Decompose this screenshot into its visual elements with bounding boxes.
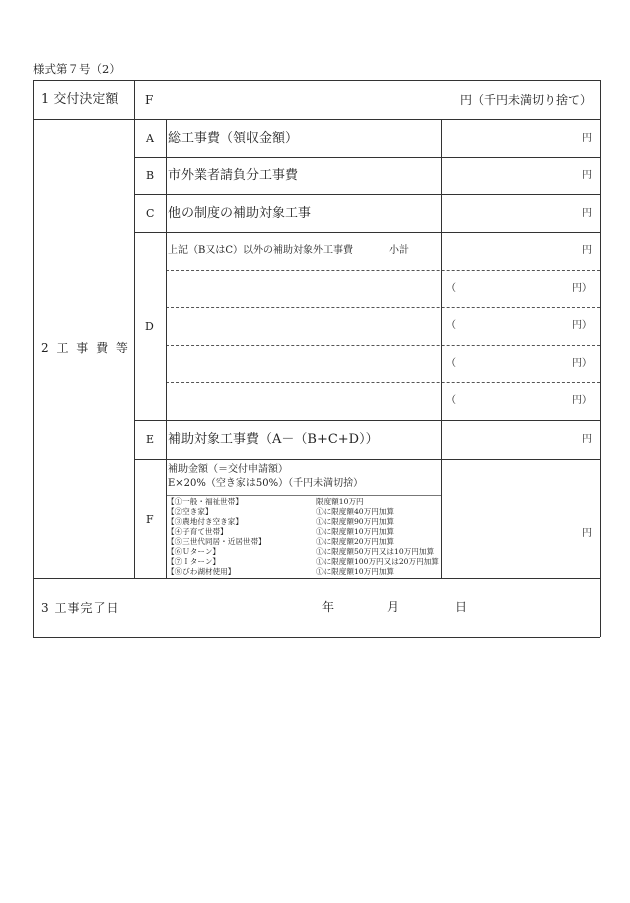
row-amount-f[interactable]: 円 <box>582 528 592 539</box>
category-name: 【⑧びわ湖材使用】 <box>167 567 236 576</box>
category-name: 【③農地付き空き家】 <box>167 517 243 526</box>
table-border-right <box>600 80 601 637</box>
d-item-1-amount[interactable]: 円） <box>572 283 592 294</box>
row-d-subtotal-label: 小計 <box>389 245 409 256</box>
row-amount-b[interactable]: 円 <box>582 170 592 181</box>
row-code-c: C <box>146 207 155 220</box>
category-name: 【⑤三世代同居・近居世帯】 <box>167 537 266 546</box>
row-divider <box>134 232 600 233</box>
row-desc-e: 補助対象工事費（A－（B+C+D）） <box>168 432 379 447</box>
d-sub-divider <box>166 307 600 308</box>
completion-month[interactable]: 月 <box>387 600 400 614</box>
grant-decision-code: F <box>145 93 154 107</box>
category-name: 【①一般・福祉世帯】 <box>167 497 243 506</box>
row-divider <box>134 194 600 195</box>
category-limit: ①に限度額40万円加算 <box>316 507 395 516</box>
row-divider <box>134 157 600 158</box>
row-desc-a: 総工事費（領収金額） <box>168 131 299 146</box>
category-limit: ①に限度額90万円加算 <box>316 517 395 526</box>
grant-decision-label: 1 交付決定額 <box>41 92 119 107</box>
col-divider-amount <box>441 119 442 578</box>
row-desc-d: 上記（B又はC）以外の補助対象外工事費 <box>168 245 353 256</box>
row-code-e: E <box>146 433 155 446</box>
category-name: 【⑦Ｉターン】 <box>167 557 221 566</box>
category-name: 【②空き家】 <box>167 507 213 516</box>
completion-date-label: 3 工事完了日 <box>41 601 120 615</box>
table-border-bottom <box>33 637 600 638</box>
d-item-2-paren-open: （ <box>446 320 456 331</box>
form-number: 様式第７号（2） <box>33 62 121 76</box>
d-sub-divider <box>166 382 600 383</box>
completion-day[interactable]: 日 <box>455 600 468 614</box>
category-limit: 限度額10万円 <box>316 497 364 506</box>
category-limit: ①に限度額10万円加算 <box>316 527 395 536</box>
category-limit: ①に限度額20万円加算 <box>316 537 395 546</box>
grant-decision-amount-note[interactable]: 円（千円未満切り捨て） <box>459 93 592 107</box>
row-desc-f-line2: E×20%（空き家は50%）（千円未満切捨） <box>168 478 364 489</box>
f-category-divider <box>166 495 441 496</box>
row-divider <box>33 119 600 120</box>
d-sub-divider <box>166 270 600 271</box>
row-code-a: A <box>146 132 154 145</box>
d-item-1-paren-open: （ <box>446 283 456 294</box>
row-desc-c: 他の制度の補助対象工事 <box>168 206 312 221</box>
row-amount-d-subtotal[interactable]: 円 <box>582 245 592 256</box>
row-amount-a[interactable]: 円 <box>582 133 592 144</box>
row-desc-f-line1: 補助金額（＝交付申請額） <box>168 464 288 475</box>
table-border-left <box>33 80 34 637</box>
category-name: 【④子育て世帯】 <box>167 527 228 536</box>
col-divider-label <box>134 80 135 578</box>
category-name: 【⑥Ｕターン】 <box>167 547 221 556</box>
d-item-4-amount[interactable]: 円） <box>572 395 592 406</box>
row-code-b: B <box>146 169 155 182</box>
row-divider <box>33 578 600 579</box>
construction-cost-label: 2 工 事 費 等 <box>41 341 130 355</box>
row-desc-b: 市外業者請負分工事費 <box>168 168 299 183</box>
category-limit: ①に限度額100万円又は20万円加算 <box>316 557 439 566</box>
row-amount-c[interactable]: 円 <box>582 208 592 219</box>
d-item-3-paren-open: （ <box>446 358 456 369</box>
completion-year[interactable]: 年 <box>322 600 335 614</box>
row-amount-e[interactable]: 円 <box>582 434 592 445</box>
row-code-f: F <box>146 513 154 526</box>
d-sub-divider <box>166 345 600 346</box>
category-limit: ①に限度額10万円加算 <box>316 567 395 576</box>
table-border-top <box>33 80 600 81</box>
d-item-2-amount[interactable]: 円） <box>572 320 592 331</box>
d-item-4-paren-open: （ <box>446 395 456 406</box>
d-item-3-amount[interactable]: 円） <box>572 358 592 369</box>
category-limit: ①に限度額50万円又は10万円加算 <box>316 547 435 556</box>
row-divider <box>134 420 600 421</box>
row-code-d: D <box>145 320 154 333</box>
row-divider <box>134 459 600 460</box>
